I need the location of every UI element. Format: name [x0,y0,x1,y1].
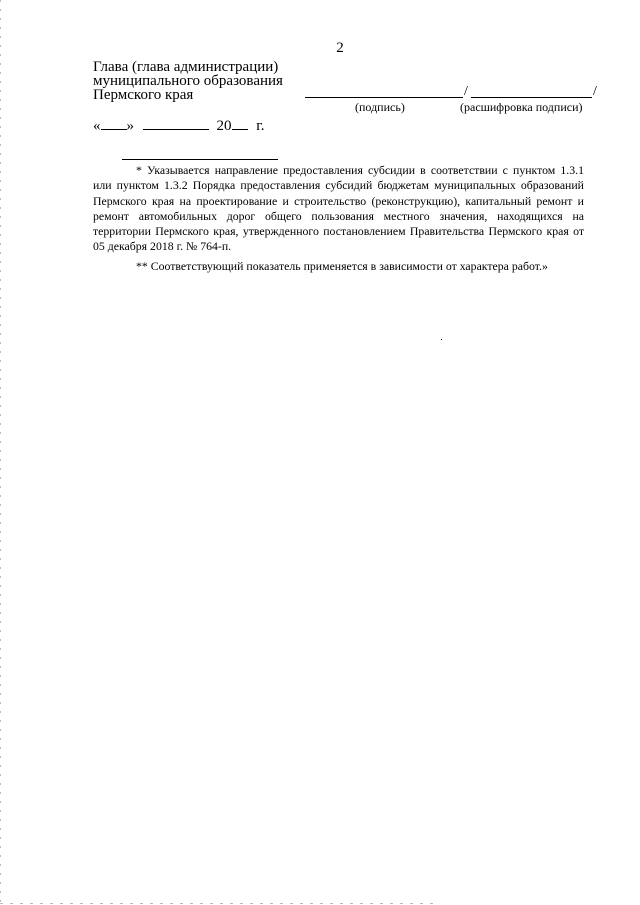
year-blank [232,117,248,130]
footnote-1-text: * Указывается направление предоставления субсидии в соответствии с пунктом 1.3.1 или пунктом 1.3.2 Порядка предоставления субсидий бюджетам муниципальных образований Пермского края на проектирование и строительство (реконструкцию), капитальный ремонт и ремонт автомобильных дорог общего пользования местного значения, находящихся на территории Пермского края, утвержденного постановлением Правительства Пермского края от 05 декабря 2018 г. № 764-п. [93,163,584,254]
signer-title-line: Глава (глава администрации) [93,59,279,75]
signature-label: (подпись) [355,100,405,114]
date-close-quote: » [126,118,134,134]
date-line [93,117,264,135]
scan-edge-bottom [0,903,440,904]
signer-title-line: муниципального образования [93,73,283,89]
page-number: 2 [336,40,344,56]
date-open-quote: « [93,118,101,134]
signer-title [93,60,283,102]
signer-title-line: Пермского края [93,87,194,103]
footnote-separator [122,159,278,160]
footnote-2 [93,259,584,274]
scan-edge-left [0,0,1,905]
day-blank [101,117,127,130]
scan-speck [441,339,442,340]
year-suffix: г. [256,118,265,134]
decoding-label: (расшифровка подписи) [460,100,583,114]
signature-slash: / [464,84,468,99]
signature-slash: / [593,84,597,99]
footnote-1 [93,163,584,255]
signature-blank-line [305,97,463,98]
month-blank [143,117,209,130]
decoding-blank-line [471,97,592,98]
footnote-2-text: ** Соответствующий показатель применяется в зависимости от характера работ.» [136,259,548,273]
year-prefix: 20 [216,118,232,134]
